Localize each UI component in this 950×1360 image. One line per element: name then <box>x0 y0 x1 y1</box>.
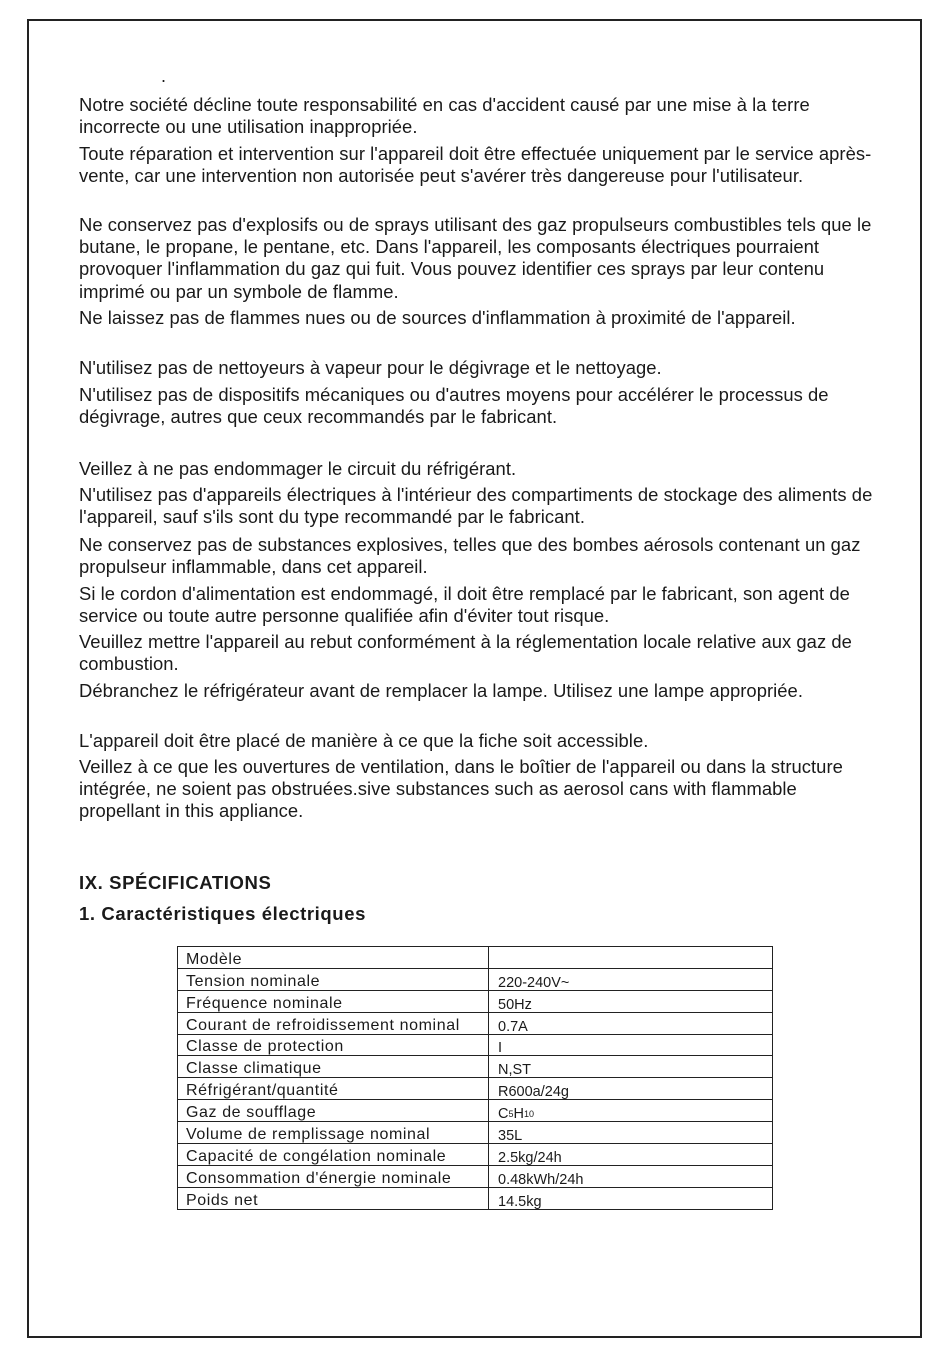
spec-value: 220-240V~ <box>489 968 773 990</box>
table-row <box>178 1012 773 1034</box>
spec-label: Gaz de soufflage <box>178 1100 489 1122</box>
spec-table <box>177 946 773 1210</box>
spec-value <box>489 947 773 969</box>
paragraph-electrical-appliances: N'utilisez pas d'appareils électriques à l'intérieur des compartiments de stockage des aliments de l'appareil, sauf s'ils sont du type recommandé par le fabricant. <box>79 484 873 528</box>
spec-value-formula: $C_5H_{10}$ <box>489 1100 773 1122</box>
section-title: IX. SPÉCIFICATIONS <box>79 872 272 893</box>
spec-label: Classe climatique <box>178 1056 489 1078</box>
spec-label: Volume de remplissage nominal <box>178 1122 489 1144</box>
spec-label: Réfrigérant/quantité <box>178 1078 489 1100</box>
table-row <box>178 1034 773 1056</box>
paragraph-power-cord: Si le cordon d'alimentation est endommagé, il doit être remplacé par le fabricant, son agent de service ou toute autre personne qualifiée afin d'éviter tout risque. <box>79 583 850 627</box>
spec-value: 0.7A <box>489 1012 773 1034</box>
paragraph-refrigerant-circuit: Veillez à ne pas endommager le circuit du réfrigérant. <box>79 458 517 479</box>
table-row <box>178 968 773 990</box>
table-row <box>178 1100 773 1122</box>
table-row <box>178 990 773 1012</box>
paragraph-plug-access: L'appareil doit être placé de manière à ce que la fiche soit accessible. <box>79 730 649 751</box>
spec-value: I <box>489 1034 773 1056</box>
spec-label: Modèle <box>178 947 489 969</box>
spec-value: 35L <box>489 1122 773 1144</box>
spec-value: R600a/24g <box>489 1078 773 1100</box>
table-row <box>178 1187 773 1209</box>
paragraph-grounding: Notre société décline toute responsabilité en cas d'accident causé par une mise à la terre incorrecte ou une utilisation inappropriée. <box>79 94 810 138</box>
paragraph-ventilation: Veillez à ce que les ouvertures de ventilation, dans le boîtier de l'appareil ou dans la structure intégrée, ne soient pas obstruées.sive substances such as aerosol cans with flammable propellant in this appliance. <box>79 756 843 822</box>
spec-value: 14.5kg <box>489 1187 773 1209</box>
table-row <box>178 947 773 969</box>
paragraph-repair: Toute réparation et intervention sur l'appareil doit être effectuée uniquement par le service après-vente, car une intervention non autorisée peut s'avérer très dangereuse pour l'utilisateur. <box>79 143 872 187</box>
paragraph-steam-cleaners: N'utilisez pas de nettoyeurs à vapeur pour le dégivrage et le nettoyage. <box>79 357 662 378</box>
spec-label: Capacité de congélation nominale <box>178 1144 489 1166</box>
paragraph-explosive-substances: Ne conservez pas de substances explosives, telles que des bombes aérosols contenant un gaz propulseur inflammable, dans cet appareil. <box>79 534 861 578</box>
spec-label: Consommation d'énergie nominale <box>178 1165 489 1187</box>
spec-label: Classe de protection <box>178 1034 489 1056</box>
paragraph-lamp: Débranchez le réfrigérateur avant de remplacer la lampe. Utilisez une lampe appropriée. <box>79 680 803 701</box>
spec-label: Poids net <box>178 1187 489 1209</box>
spec-value: 0.48kWh/24h <box>489 1165 773 1187</box>
paragraph-mechanical-devices: N'utilisez pas de dispositifs mécaniques ou d'autres moyens pour accélérer le processus de dégivrage, autres que ceux recommandés par le fabricant. <box>79 384 829 428</box>
stray-dot: . <box>161 66 167 86</box>
table-row <box>178 1078 773 1100</box>
spec-value: 2.5kg/24h <box>489 1144 773 1166</box>
table-row <box>178 1165 773 1187</box>
spec-label: Courant de refroidissement nominal <box>178 1012 489 1034</box>
table-row <box>178 1144 773 1166</box>
subsection-title: 1. Caractéristiques électriques <box>79 903 366 924</box>
table-row <box>178 1056 773 1078</box>
paragraph-flames: Ne laissez pas de flammes nues ou de sources d'inflammation à proximité de l'appareil. <box>79 307 796 328</box>
paragraph-disposal: Veuillez mettre l'appareil au rebut conformément à la réglementation locale relative aux gaz de combustion. <box>79 631 852 675</box>
spec-label: Fréquence nominale <box>178 990 489 1012</box>
spec-label: Tension nominale <box>178 968 489 990</box>
spec-value: N,ST <box>489 1056 773 1078</box>
paragraph-explosives: Ne conservez pas d'explosifs ou de sprays utilisant des gaz propulseurs combustibles tels que le butane, le propane, le pentane, etc. Dans l'appareil, les composants électriques pourraient provoquer l'inflammation du gaz qui fuit. Vous pouvez identifier ces sprays par leur contenu imprimé ou par un symbole de flamme. <box>79 214 872 302</box>
table-row <box>178 1122 773 1144</box>
spec-value: 50Hz <box>489 990 773 1012</box>
